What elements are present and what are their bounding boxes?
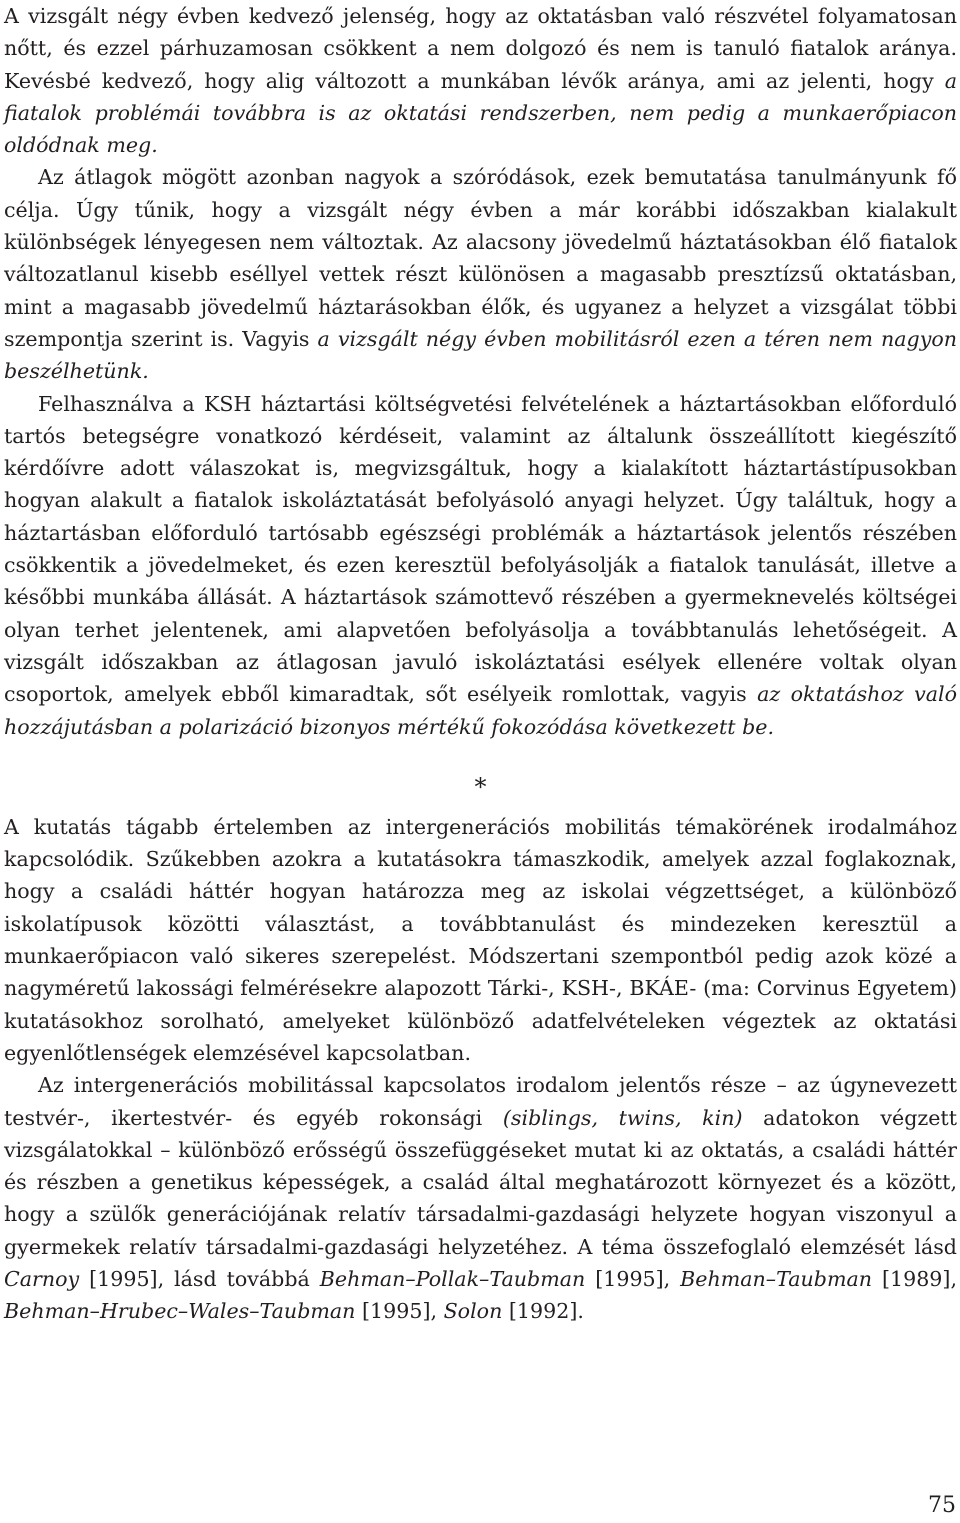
- italic-text-run: Behman–Pollak–Taubman: [319, 1266, 586, 1291]
- italic-text-run: az oktatáshoz való hozzájutásban a polarizáció bizonyos mértékű fokozódása következett be.: [4, 682, 957, 739]
- text-run: Felhasználva a KSH háztartási költségvetési felvételének a háztartásokban előforduló tartós betegségre vonatkozó kérdéseit, valamint az általunk összeállított kiegészítő kérdőívre adott válaszokat is, megvizsgáltuk, hogy a kialakított háztartástípusokban hogyan alakult a fiatalok iskoláztatását befolyásoló anyagi helyzet. Úgy találtuk, hogy a háztartásban előforduló tartósabb egészségi problémák a háztartások jelentős részében csökkentik a jövedelmeket, és ezen keresztül befolyásolják a fiatalok tanulását, illetve a későbbi munkába állását. A háztartások számottevő részében a gyermeknevelés költségei olyan terhet jelentenek, ami alapvetően befolyásolja a továbbtanulás lehetőségeit. A vizsgált időszakban az átlagosan javuló iskoláztatási esélyek ellenére voltak olyan csoportok, amelyek ebből kimaradtak, sőt esélyeik romlottak, vagyis: [4, 391, 957, 707]
- section-separator: *: [474, 772, 487, 801]
- italic-text-run: Behman–Taubman: [680, 1266, 873, 1291]
- paragraph: [4, 388, 957, 743]
- section-1: [4, 0, 957, 743]
- page-number: 75: [928, 1493, 956, 1518]
- text-run: [1989],: [872, 1266, 957, 1291]
- text-run: A kutatás tágabb értelemben az intergenerációs mobilitás témakörének irodalmához kapcsolódik. Szűkebben azokra a kutatásokra támaszkodik, amelyek azzal foglakoznak, hogy a családi háttér hogyan határozza meg az iskolai végzettséget, a különböző iskolatípusok közötti választást, a továbbtanulást és mindezeken keresztül a munkaerőpiacon való sikeres szerepelést. Módszertani szempontból pedig azok közé a nagyméretű lakossági felmérésekre alapozott Tárki-, KSH-, BKÁE- (ma: Corvinus Egyetem) kutatásokhoz sorolható, amelyeket különböző adatfelvételeken végeztek az oktatási egyenlőtlenségek elemzésével kapcsolatban.: [4, 814, 957, 1065]
- text-run: [1995],: [355, 1299, 444, 1324]
- text-run: [1992].: [502, 1299, 584, 1324]
- text-run: Az átlagok mögött azonban nagyok a szóródások, ezek bemutatása tanulmányunk fő célja. Úgy tűnik, hogy a vizsgált négy évben a már korábbi időszakban kialakult különbségek lényegesen nem változtak. Az alacsony jövedelmű háztatásokban élő fiatalok változatlanul kisebb eséllyel vettek részt különösen a magasabb presztízsű oktatásban, mint a magasabb jövedelmű háztarásokban élők, és ugyanez a helyzet a vizsgálat többi szempontja szerint is. Vagyis: [4, 165, 957, 351]
- italic-text-run: a fiatalok problémái továbbra is az oktatási rendszerben, nem pedig a munkaerőpiacon oldódnak meg.: [4, 68, 957, 158]
- italic-text-run: (siblings, twins, kin): [502, 1105, 743, 1130]
- text-run: [1995], lásd továbbá: [79, 1266, 320, 1291]
- italic-text-run: Carnoy: [4, 1266, 80, 1291]
- text-run: adatokon végzett vizsgálatokkal – különböző erősségű összefüggéseket mutat ki az oktatás, a családi háttér és részben a genetikus képességek, a család által meghatározott környezet és a között, hogy a szülők generációjának relatív társadalmi-gazdasági helyzete hogyan viszonyul a gyermekek relatív társadalmi-gazdasági helyzetéhez. A téma összefoglaló elemzését lásd: [4, 1105, 957, 1259]
- paragraph: [4, 0, 957, 161]
- text-run: A vizsgált négy évben kedvező jelenség, hogy az oktatásban való részvétel folyamatosan nőtt, és ezzel párhuzamosan csökkent a nem dolgozó és nem is tanuló fiatalok aránya. Kevésbé kedvező, hogy alig változott a munkában lévők aránya, ami az jelenti, hogy: [4, 4, 957, 93]
- italic-text-run: Behman–Hrubec–Wales–Taubman: [4, 1299, 356, 1324]
- paragraph: [4, 1069, 957, 1327]
- text-run: Az intergenerációs mobilitással kapcsolatos irodalom jelentős része – az úgynevezett testvér-, ikertestvér- és egyéb rokonsági: [4, 1073, 957, 1130]
- page-body: [4, 0, 957, 1328]
- text-run: [1995],: [585, 1266, 681, 1291]
- italic-text-run: a vizsgált négy évben mobilitásról ezen a téren nem nagyon beszélhetünk.: [4, 326, 957, 384]
- paragraph: [4, 161, 957, 387]
- section-2: [4, 811, 957, 1328]
- italic-text-run: Solon: [443, 1299, 503, 1324]
- paragraph: [4, 811, 957, 1069]
